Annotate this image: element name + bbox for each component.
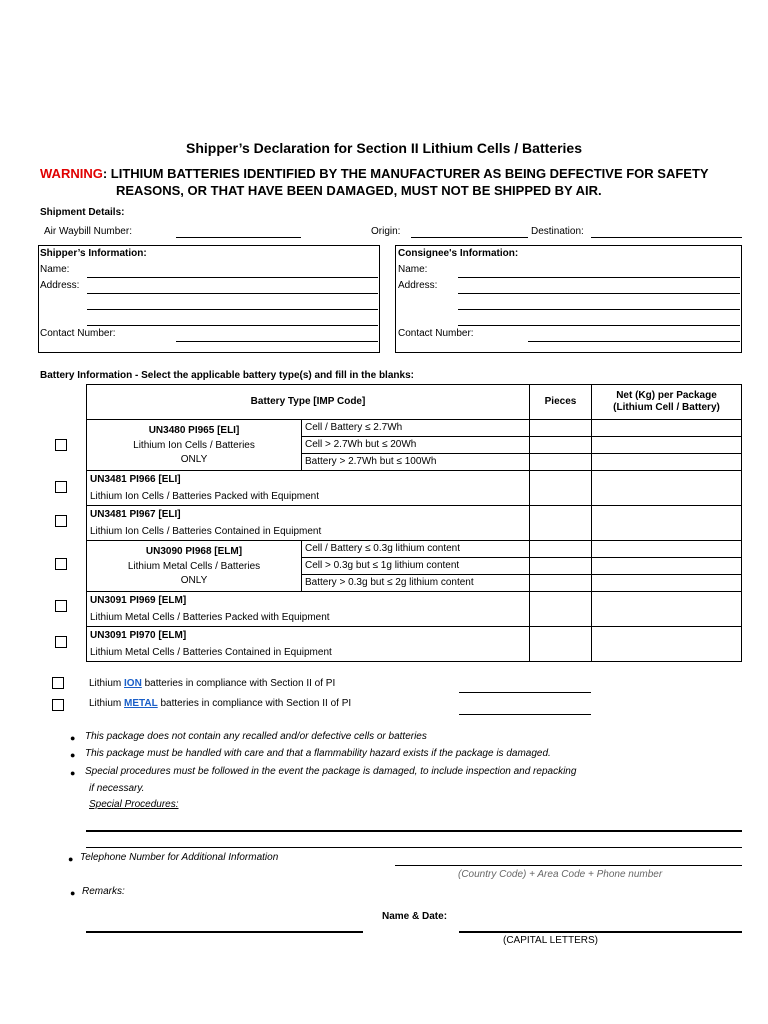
metal-word: METAL bbox=[124, 698, 158, 709]
warning-line-1 bbox=[40, 166, 709, 181]
net-kg-cell[interactable] bbox=[592, 575, 742, 592]
shipper-address-label: Address: bbox=[40, 280, 80, 291]
special-procedures-field-2[interactable] bbox=[86, 847, 742, 848]
pi967-checkbox[interactable] bbox=[55, 515, 67, 527]
pi968-option-3: Battery > 0.3g but ≤ 2g lithium content bbox=[302, 575, 530, 592]
table-row bbox=[87, 592, 742, 627]
note-if-necessary: if necessary. bbox=[89, 783, 145, 794]
consignee-address-label: Address: bbox=[398, 280, 438, 291]
metal-compliance-pre: Lithium bbox=[89, 698, 125, 709]
telephone-label: Telephone Number for Additional Information bbox=[80, 852, 279, 863]
ion-word: ION bbox=[124, 678, 142, 689]
pi968-option-1: Cell / Battery ≤ 0.3g lithium content bbox=[302, 541, 530, 558]
pi969-checkbox[interactable] bbox=[55, 600, 67, 612]
pi970-checkbox[interactable] bbox=[55, 636, 67, 648]
note-handle-care: This package must be handled with care and that a flammability hazard exists if the package is damaged. bbox=[85, 748, 551, 759]
pi966-type-cell bbox=[87, 471, 530, 506]
shipper-contact-label: Contact Number: bbox=[40, 328, 116, 339]
pi965-checkbox[interactable] bbox=[55, 439, 67, 451]
destination-label: Destination: bbox=[531, 226, 584, 237]
ion-pi-field[interactable] bbox=[459, 692, 591, 693]
ion-compliance-checkbox[interactable] bbox=[52, 677, 64, 689]
pi970-type-cell bbox=[87, 627, 530, 662]
ion-compliance-label bbox=[89, 678, 335, 689]
metal-compliance-label bbox=[89, 698, 351, 709]
shipper-address-field-1[interactable] bbox=[87, 293, 378, 294]
pi968-option-2: Cell > 0.3g but ≤ 1g lithium content bbox=[302, 558, 530, 575]
bullet-icon: ● bbox=[70, 768, 76, 778]
pi969-desc: Lithium Metal Cells / Batteries Packed with Equipment bbox=[90, 612, 330, 623]
origin-label: Origin: bbox=[371, 226, 401, 237]
pi967-code: UN3481 PI967 [ELI] bbox=[90, 509, 181, 520]
consignee-contact-label: Contact Number: bbox=[398, 328, 474, 339]
metal-compliance-checkbox[interactable] bbox=[52, 699, 64, 711]
pieces-cell[interactable] bbox=[530, 437, 592, 454]
shipper-contact-field[interactable] bbox=[176, 341, 378, 342]
pieces-cell[interactable] bbox=[530, 506, 592, 541]
pi966-checkbox[interactable] bbox=[55, 481, 67, 493]
name-date-label: Name & Date: bbox=[382, 911, 448, 922]
pi965-desc: Lithium Ion Cells / Batteries bbox=[133, 439, 255, 451]
table-row bbox=[87, 506, 742, 541]
consignee-heading: Consignee's Information: bbox=[398, 248, 519, 259]
capital-letters-hint: (CAPITAL LETTERS) bbox=[503, 935, 599, 946]
consignee-contact-field[interactable] bbox=[528, 341, 740, 342]
table-row bbox=[87, 627, 742, 662]
col-net-kg bbox=[592, 385, 742, 420]
pi965-code: UN3480 PI965 [ELI] bbox=[148, 424, 240, 436]
net-kg-cell[interactable] bbox=[592, 558, 742, 575]
air-waybill-label: Air Waybill Number: bbox=[44, 226, 132, 237]
shipper-address-field-2[interactable] bbox=[87, 309, 378, 310]
bullet-icon: ● bbox=[70, 888, 76, 898]
bullet-icon: ● bbox=[70, 750, 76, 760]
battery-table bbox=[86, 384, 742, 662]
phone-format-hint: (Country Code) + Area Code + Phone number bbox=[458, 869, 663, 880]
table-header-row bbox=[87, 385, 742, 420]
warning-line-2: REASONS, OR THAT HAVE BEEN DAMAGED, MUST NOT BE SHIPPED BY AIR. bbox=[116, 183, 602, 198]
shipment-details-heading: Shipment Details: bbox=[40, 207, 125, 218]
pi968-desc: Lithium Metal Cells / Batteries bbox=[127, 560, 261, 572]
consignee-address-field-1[interactable] bbox=[458, 293, 740, 294]
pieces-cell[interactable] bbox=[530, 471, 592, 506]
origin-field[interactable] bbox=[411, 237, 528, 238]
pi965-type-cell bbox=[87, 420, 302, 471]
pi968-only: ONLY bbox=[180, 574, 208, 586]
pi967-desc: Lithium Ion Cells / Batteries Contained in Equipment bbox=[90, 526, 322, 537]
shipper-address-field-3[interactable] bbox=[87, 325, 378, 326]
consignee-address-field-2[interactable] bbox=[458, 309, 740, 310]
net-kg-cell[interactable] bbox=[592, 420, 742, 437]
shipper-heading: Shipper’s Information: bbox=[40, 248, 147, 259]
net-kg-cell[interactable] bbox=[592, 454, 742, 471]
note-special-procedures: Special procedures must be followed in the event the package is damaged, to include inspection and repacking bbox=[85, 766, 577, 777]
pi969-type-cell bbox=[87, 592, 530, 627]
pi965-option-1: Cell / Battery ≤ 2.7Wh bbox=[302, 420, 530, 437]
pi965-only: ONLY bbox=[180, 453, 208, 465]
consignee-name-label: Name: bbox=[398, 264, 428, 275]
telephone-field[interactable] bbox=[395, 865, 742, 866]
pi970-code: UN3091 PI970 [ELM] bbox=[90, 630, 187, 641]
air-waybill-field[interactable] bbox=[176, 237, 301, 238]
battery-info-heading: Battery Information - Select the applicable battery type(s) and fill in the blanks: bbox=[40, 370, 414, 381]
form-title: Shipper’s Declaration for Section II Lithium Cells / Batteries bbox=[186, 140, 582, 156]
name-date-field[interactable] bbox=[459, 931, 742, 933]
pi968-code: UN3090 PI968 [ELM] bbox=[145, 545, 243, 557]
shipper-name-field[interactable] bbox=[87, 277, 378, 278]
pi966-desc: Lithium Ion Cells / Batteries Packed with Equipment bbox=[90, 491, 319, 502]
consignee-address-field-3[interactable] bbox=[458, 325, 740, 326]
pieces-cell[interactable] bbox=[530, 558, 592, 575]
pi965-option-3: Battery > 2.7Wh but ≤ 100Wh bbox=[302, 454, 530, 471]
pieces-cell[interactable] bbox=[530, 454, 592, 471]
pi968-checkbox[interactable] bbox=[55, 558, 67, 570]
table-row bbox=[87, 420, 742, 437]
col-net-kg-line-2: (Lithium Cell / Battery) bbox=[613, 402, 720, 413]
net-kg-cell[interactable] bbox=[592, 471, 742, 506]
pi967-type-cell bbox=[87, 506, 530, 541]
net-kg-cell[interactable] bbox=[592, 541, 742, 558]
net-kg-cell[interactable] bbox=[592, 592, 742, 627]
pieces-cell[interactable] bbox=[530, 420, 592, 437]
pieces-cell[interactable] bbox=[530, 575, 592, 592]
pi969-code: UN3091 PI969 [ELM] bbox=[90, 595, 187, 606]
pi970-desc: Lithium Metal Cells / Batteries Contained in Equipment bbox=[90, 647, 332, 658]
pieces-cell[interactable] bbox=[530, 627, 592, 662]
col-battery-type: Battery Type [IMP Code] bbox=[87, 385, 530, 420]
pieces-cell[interactable] bbox=[530, 592, 592, 627]
net-kg-cell[interactable] bbox=[592, 506, 742, 541]
remarks-field[interactable] bbox=[86, 931, 363, 933]
pi965-option-2: Cell > 2.7Wh but ≤ 20Wh bbox=[302, 437, 530, 454]
ion-compliance-post: batteries in compliance with Section II of PI bbox=[141, 678, 336, 689]
remarks-label: Remarks: bbox=[82, 886, 125, 897]
metal-pi-field[interactable] bbox=[459, 714, 591, 715]
net-kg-cell[interactable] bbox=[592, 627, 742, 662]
table-row bbox=[87, 541, 742, 558]
metal-compliance-post: batteries in compliance with Section II of PI bbox=[157, 698, 352, 709]
pi966-code: UN3481 PI966 [ELI] bbox=[90, 474, 181, 485]
warning-text-1: : LITHIUM BATTERIES IDENTIFIED BY THE MANUFACTURER AS BEING DEFECTIVE FOR SAFETY bbox=[102, 166, 709, 181]
col-pieces: Pieces bbox=[530, 385, 592, 420]
destination-field[interactable] bbox=[591, 237, 742, 238]
bullet-icon: ● bbox=[68, 854, 74, 864]
table-row bbox=[87, 471, 742, 506]
warning-label: WARNING bbox=[40, 166, 103, 181]
note-no-recalled: This package does not contain any recalled and/or defective cells or batteries bbox=[85, 731, 427, 742]
shipper-name-label: Name: bbox=[40, 264, 70, 275]
pieces-cell[interactable] bbox=[530, 541, 592, 558]
net-kg-cell[interactable] bbox=[592, 437, 742, 454]
pi968-type-cell bbox=[87, 541, 302, 592]
bullet-icon: ● bbox=[70, 733, 76, 743]
col-net-kg-line-1: Net (Kg) per Package bbox=[616, 390, 717, 401]
ion-compliance-pre: Lithium bbox=[89, 678, 125, 689]
special-procedures-field-1[interactable] bbox=[86, 830, 742, 832]
consignee-name-field[interactable] bbox=[458, 277, 740, 278]
special-procedures-label: Special Procedures: bbox=[89, 799, 179, 810]
